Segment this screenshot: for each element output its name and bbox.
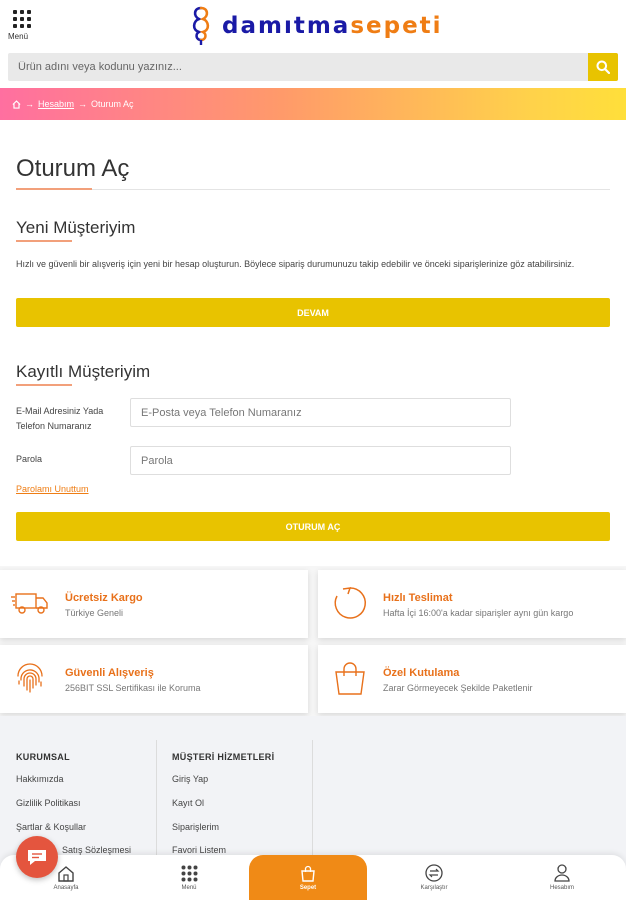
email-field[interactable] <box>130 398 511 427</box>
menu-label: Menü <box>8 32 29 41</box>
registered-customer-title: Kayıtlı Müşteriyim <box>16 362 151 381</box>
title-accent-line <box>16 188 92 190</box>
footer-divider <box>312 740 313 860</box>
logo-flask-icon <box>190 6 212 46</box>
feature-title: Ücretsiz Kargo <box>65 592 143 604</box>
feature-card <box>318 645 626 713</box>
nav-compare-label: Karşılaştır <box>420 885 448 891</box>
footer-link-about[interactable]: Hakkımızda <box>16 774 64 784</box>
search-button[interactable] <box>588 53 618 81</box>
email-label: E-Mail Adresiniz Yada Telefon Numaranız <box>16 406 104 431</box>
title-divider <box>16 189 610 190</box>
footer-link-privacy[interactable]: Gizlilik Politikası <box>16 798 81 808</box>
new-customer-title: Yeni Müşteriyim <box>16 218 136 237</box>
chat-bubble-icon <box>26 847 48 867</box>
forgot-password-link[interactable]: Parolamı Unuttum <box>16 484 89 494</box>
grid-menu-icon <box>13 10 36 28</box>
footer-divider <box>156 740 157 860</box>
shopping-bag-icon <box>301 865 315 882</box>
nav-menu[interactable] <box>149 855 229 900</box>
login-button[interactable]: OTURUM AÇ <box>16 512 610 541</box>
logo-text: damıtmasepeti <box>222 13 443 39</box>
compare-icon <box>425 864 443 882</box>
search-icon <box>596 60 610 74</box>
footer-link-register[interactable]: Kayıt Ol <box>172 798 205 808</box>
home-icon[interactable] <box>12 100 21 109</box>
registered-customer-accent-line <box>16 384 72 386</box>
search-input[interactable] <box>8 53 583 81</box>
password-label: Parola <box>16 454 43 464</box>
refresh-icon <box>330 585 370 621</box>
nav-menu-label: Menü <box>181 884 197 891</box>
page-title: Oturum Aç <box>16 155 130 182</box>
bag-icon <box>330 660 370 696</box>
nav-cart[interactable] <box>249 855 367 900</box>
nav-account[interactable] <box>522 855 602 900</box>
nav-cart-label: Sepet <box>299 884 317 891</box>
breadcrumb-separator: → <box>78 99 88 109</box>
continue-button[interactable]: DEVAM <box>16 298 610 327</box>
feature-subtitle: Zarar Görmeyecek Şekilde Paketlenir <box>383 683 533 693</box>
footer-link-favorites[interactable]: Favori Listem <box>172 845 227 855</box>
site-logo[interactable] <box>190 6 443 46</box>
new-customer-accent-line <box>16 240 72 242</box>
nav-compare[interactable] <box>394 855 474 900</box>
breadcrumb-account-link[interactable]: Hesabım <box>38 99 75 109</box>
menu-button[interactable] <box>8 10 36 50</box>
breadcrumb-separator: → <box>25 99 34 109</box>
feature-title: Güvenli Alışveriş <box>65 667 154 679</box>
fingerprint-icon <box>10 660 50 696</box>
nav-account-label: Hesabım <box>549 885 574 891</box>
user-icon <box>554 864 570 882</box>
breadcrumb <box>0 88 626 120</box>
new-customer-description: Hızlı ve güvenli bir alışveriş için yeni bir hesap oluşturun. Böylece sipariş durumunuzu takip edebilir ve önceki siparişlerinize göz atabilirsiniz. <box>16 259 575 269</box>
feature-subtitle: 256BIT SSL Sertifikası ile Koruma <box>65 683 201 693</box>
breadcrumb-current: Oturum Aç <box>91 99 134 109</box>
password-field[interactable] <box>130 446 511 475</box>
footer-link-sales-agreement[interactable]: Satış Sözleşmesi <box>62 845 132 855</box>
footer-heading-corporate: KURUMSAL <box>16 752 70 762</box>
home-icon <box>57 865 75 882</box>
footer-link-orders[interactable]: Siparişlerim <box>172 822 220 832</box>
feature-subtitle: Türkiye Geneli <box>65 608 124 618</box>
feature-card <box>0 570 308 638</box>
footer-link-terms[interactable]: Şartlar & Koşullar <box>16 822 87 832</box>
chat-button[interactable] <box>16 836 58 878</box>
feature-title: Hızlı Teslimat <box>383 592 453 604</box>
feature-title: Özel Kutulama <box>383 667 460 679</box>
footer-heading-customer-services: MÜŞTERİ HİZMETLERİ <box>172 752 275 762</box>
feature-subtitle: Hafta İçi 16:00'a kadar siparişler aynı gün kargo <box>383 608 574 618</box>
header <box>0 0 626 52</box>
truck-icon <box>10 585 50 621</box>
feature-card <box>0 645 308 713</box>
nav-home-label: Anasayfa <box>53 884 79 891</box>
grid-menu-icon <box>181 865 198 882</box>
search-bar <box>8 53 618 81</box>
footer-link-login[interactable]: Giriş Yap <box>172 774 209 784</box>
feature-card <box>318 570 626 638</box>
